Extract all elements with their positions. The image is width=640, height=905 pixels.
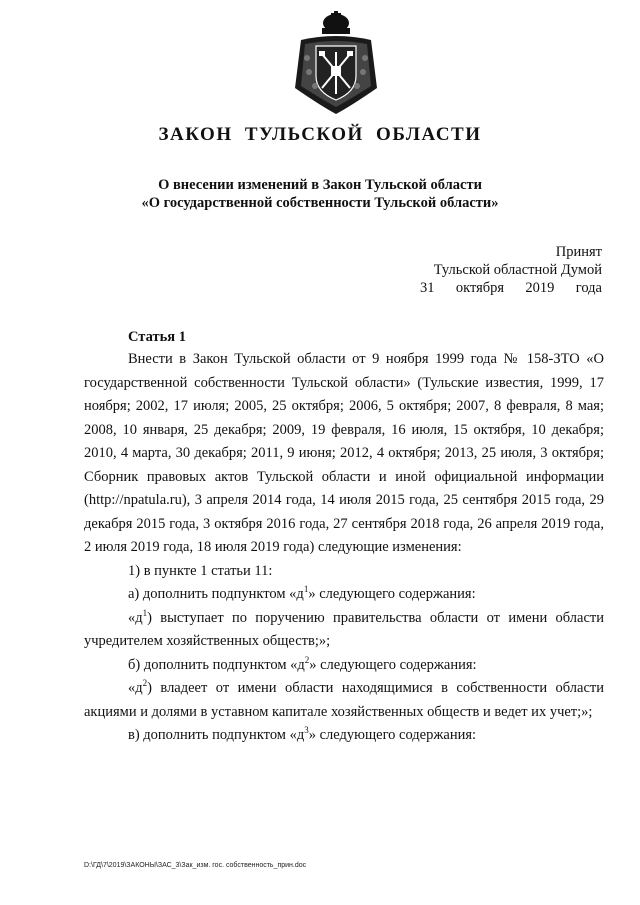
adopted-date	[402, 279, 602, 297]
coat-of-arms-icon	[291, 10, 381, 118]
article-body	[84, 348, 604, 748]
subpoint-c: в) дополнить подпунктом «$д^3$» следующего содержания:	[128, 725, 477, 743]
article-intro: Внести в Закон Тульской области от 9 ноября 1999 года № 158-ЗТО «О государственной собственности Тульской области» (Тульские известия, 1999, 17 ноября; 2002, 17 июля; 2005, 25 октября; 2006, 5 октября; 2007, 8 февраля, 8 мая; 2008, 10 января, 25 декабря; 2009, 19 февраля, 16 июля, 15 октября, 10 декабря; 2010, 4 марта, 30 декабря; 2011, 9 июня; 2012, 4 октября; 2013, 25 июля, 3 октября; Сборник правовых актов Тульской области и иной официальной информации (http://npatula.ru), 3 апреля 2014 года, 14 июля 2015 года, 25 сентября 2015 года, 29 декабря 2015 года, 3 октября 2016 года, 27 сентября 2018 года, 26 апреля 2019 года, 2 июля 2019 года, 18 июля 2019 года) следующие изменения:	[84, 351, 604, 555]
adopted-day: 31	[420, 280, 435, 296]
article-heading: Статья 1	[128, 329, 186, 345]
adopted-year-word: года	[575, 280, 602, 296]
adopted-month: октября	[455, 280, 505, 296]
subpoint-a-text: «$д^1$) выступает по поручению правительства области от имени области учредителем хозяйственных обществ;»;	[84, 607, 604, 649]
file-path-footer: D:\ГД\7\2019\ЗАКОНЫ\ЗАС_3\Зак_изм. гос. собственность_прин.doc	[84, 862, 307, 869]
point-1: 1) в пункте 1 статьи 11:	[128, 562, 273, 579]
subtitle-line-1: О внесении изменений в Закон Тульской области	[158, 177, 482, 193]
subpoint-a: а) дополнить подпунктом «$д^1$» следующего содержания:	[128, 584, 476, 602]
subpoint-b-text: «$д^2$) владеет от имени области находящимися в собственности области акциями и долями в уставном капитале хозяйственных обществ и ведет их учет;»;	[84, 678, 604, 720]
adoption-block	[402, 243, 602, 297]
adopted-body: Тульской областной Думой	[433, 262, 602, 278]
subpoint-b: б) дополнить подпунктом «$д^2$» следующего содержания:	[128, 654, 477, 673]
document-title: ЗАКОН ТУЛЬСКОЙ ОБЛАСТИ	[158, 124, 482, 145]
document-subtitle	[0, 176, 640, 212]
adopted-label: Принят	[555, 244, 602, 260]
adopted-year: 2019	[525, 280, 555, 296]
subtitle-line-2: «О государственной собственности Тульской области»	[141, 195, 499, 211]
